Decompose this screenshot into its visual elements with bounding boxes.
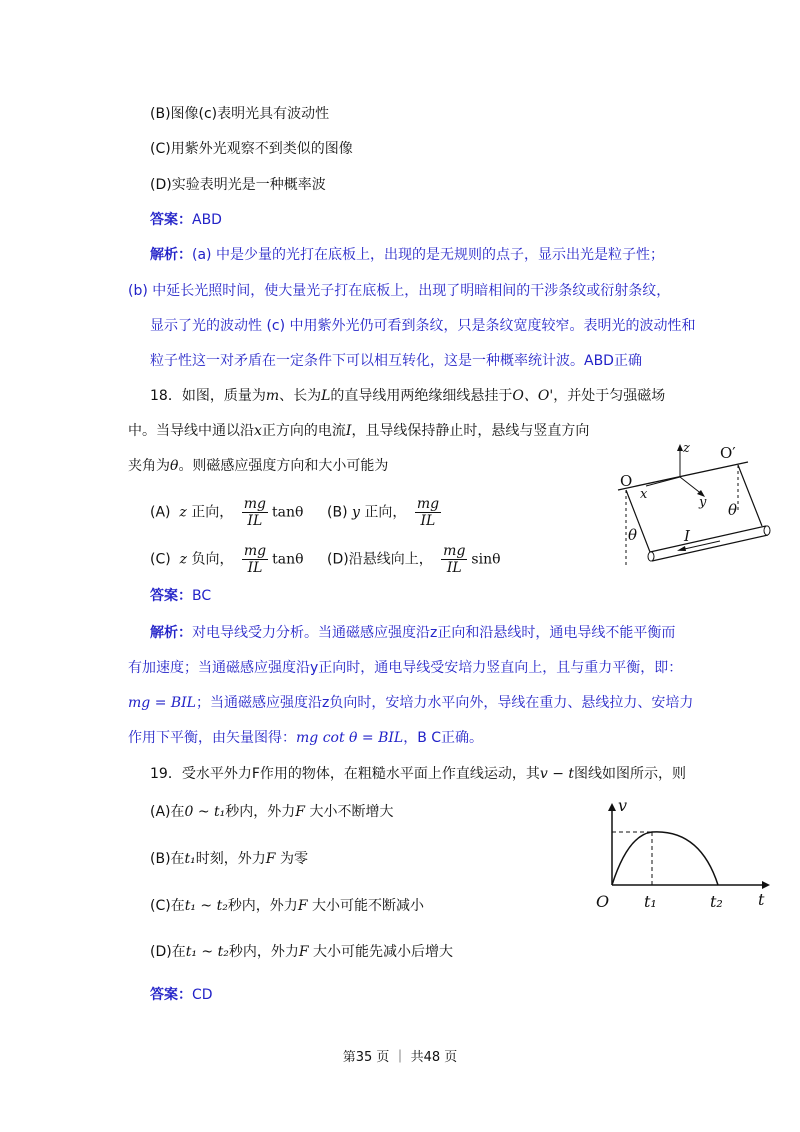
q18-option-b [327,496,445,529]
q18-answer [150,586,211,606]
option-label: (C) [150,551,171,568]
option-text: (D)在 [150,944,186,960]
var-F: F [297,898,308,914]
time-range: 0 ~ t₁ [184,804,226,820]
var-theta: θ [170,458,179,474]
var-z: z [179,551,187,568]
support-line [618,462,748,490]
q17-option-d: (D)实验表明光是一种概率波 [150,177,326,193]
v-axis-arrow [608,803,616,811]
var-y: y [351,504,360,521]
q19-stem-text: 19．受水平外力F作用的物体，在粗糙水平面上作直线运动，其 [150,766,540,782]
q17-analysis-line-3: 显示了光的波动性 (c) 中用紫外光仍可看到条纹，只是条纹宽度较窄。表明光的波动性和 [150,318,696,334]
analysis-label: 解析： [150,247,192,263]
q18-stem-text: 正方向的电流 [261,423,346,439]
var-m: m [265,388,280,404]
answer-value: CD [192,987,213,1003]
answer-label: 答案： [150,588,192,604]
option-text: (C)在 [150,898,185,914]
q18-stem-line-3 [128,456,388,476]
analysis-text: ，B C正确。 [403,730,484,746]
x-axis [646,477,680,486]
q18-option-a [150,496,303,529]
analysis-text: 对电导线受力分析。当通磁感应强度沿z正向和沿悬线时，通电导线不能平衡而 [192,625,676,641]
q18-stem-line-1 [150,386,665,406]
option-text: (A)在 [150,804,185,820]
fraction-denominator: IL [247,560,263,576]
label-t1: t₁ [644,892,657,911]
var-points: O、O' [512,388,554,404]
q18-analysis-line-3 [128,693,693,713]
option-direction: 正向， [364,504,407,521]
q19-stem-text: 图线如图所示，则 [574,766,687,782]
equation: mg = BIL [128,695,196,711]
label-v: v [618,796,628,815]
q18-stem-text: 、长为 [279,388,322,404]
label-O-prime: O′ [720,444,736,462]
fraction [242,496,268,529]
q17-analysis-line-1 [150,245,664,265]
current-arrowhead [677,546,686,551]
label-x: x [640,487,648,502]
rod-end-right [764,526,770,535]
option-label: (A) [150,504,171,521]
var-F: F [295,804,306,820]
option-text: 秒内，外力 [225,804,296,820]
q18-stem-text: 中。当导线中通以沿 [128,423,254,439]
analysis-label: 解析： [150,625,192,641]
time-range: t₁ ~ t₂ [185,944,229,960]
right-thread [738,465,762,526]
time-point: t₁ [184,851,196,867]
option-text: 大小可能先减小后增大 [313,944,453,960]
label-O: O [620,472,633,490]
q18-stem-text: 夹角为 [128,458,170,474]
t-axis-arrow [762,881,770,889]
q18-stem-text: ，并处于匀强磁场 [553,388,666,404]
fraction-denominator: IL [247,513,263,529]
var-z: z [179,504,187,521]
equation: mg cot θ = BIL [296,730,404,746]
q18-option-d [327,543,501,576]
option-text: 大小不断增大 [309,804,394,820]
q19-answer [150,985,213,1005]
q18-stem-text: ，且导线保持静止时，悬线与竖直方向 [351,423,590,439]
time-range: t₁ ~ t₂ [184,898,228,914]
option-label: (B) [327,504,348,521]
q18-stem-text: 的直导线用两绝缘细线悬挂于 [330,388,513,404]
tan-theta: tanθ [271,504,304,521]
label-z: z [683,441,690,456]
q19-stem [150,764,686,784]
q17-answer [150,210,222,230]
q18-analysis-line-2: 有加速度；当通磁感应强度沿y正向时，通电导线受安培力竖直向上，且与重力平衡，即： [128,660,683,676]
label-theta-left: θ [628,526,638,544]
label-O: O [596,892,610,911]
q18-stem-line-2 [128,421,589,441]
q17-option-b: (B)图像(c)表明光具有波动性 [150,106,330,122]
q19-option-b [150,849,308,869]
fraction-numerator: mg [416,496,440,512]
answer-label: 答案： [150,987,192,1003]
q19-option-d [150,942,453,962]
q18-option-c [150,543,304,576]
fraction-denominator: IL [420,513,436,529]
fraction [441,543,467,576]
var-v-t: v − t [539,766,575,782]
analysis-text: (a) 中是少量的光打在底板上，出现的是无规则的点子，显示出光是粒子性； [192,247,664,263]
option-text: 大小可能不断减小 [311,898,424,914]
label-y: y [699,495,707,510]
label-t: t [758,890,765,909]
q17-analysis-line-4: 粒子性这一对矛盾在一定条件下可以相互转化，这是一种概率统计波。ABD正确 [150,353,642,369]
var-x: x [254,423,262,439]
option-direction: 负向， [191,551,234,568]
label-t2: t₂ [710,892,723,911]
option-text: 时刻，外力 [195,851,266,867]
var-F: F [298,944,309,960]
q17-option-c: (C)用紫外光观察不到类似的图像 [150,141,353,157]
label-I: I [684,527,690,545]
answer-value: BC [192,588,212,604]
answer-value: ABD [192,212,222,228]
option-text: 为零 [279,851,308,867]
fraction-numerator: mg [243,543,267,559]
q18-stem-text: 18．如图，质量为 [150,388,266,404]
option-text: 秒内，外力 [227,898,298,914]
var-I: I [345,423,352,439]
fraction-numerator: mg [443,543,466,559]
velocity-curve [612,832,718,885]
sin-theta: sinθ [471,551,501,568]
fraction [242,543,268,576]
var-F: F [265,851,276,867]
q18-analysis-line-4 [128,728,483,748]
tan-theta: tanθ [272,551,304,568]
label-theta-right: θ [728,501,738,519]
q18-wire-figure [600,440,780,570]
q17-analysis-line-2: (b) 中延长光照时间，使大量光子打在底板上，出现了明暗相间的干涉条纹或衍射条纹， [128,283,671,299]
q18-stem-text: 。则磁感应强度方向和大小可能为 [178,458,389,474]
page-footer: 第35 页 ｜ 共48 页 [342,1050,458,1065]
option-direction: 正向， [191,504,234,521]
rod-end-left [648,552,654,561]
fraction [415,496,441,529]
q19-vt-graph [590,795,775,915]
q18-analysis-line-1 [150,623,675,643]
option-text: (B)在 [150,851,185,867]
analysis-text: 作用下平衡，由矢量图得： [128,730,296,746]
fraction-numerator: mg [243,496,266,512]
q19-option-c [150,896,424,916]
option-direction: 沿悬线向上， [348,551,433,568]
q19-option-a [150,802,393,822]
answer-label: 答案： [150,212,192,228]
option-text: 秒内，外力 [228,944,299,960]
option-label: (D) [327,551,349,568]
analysis-text: ；当通磁感应强度沿z负向时，安培力水平向外，导线在重力、悬线拉力、安培力 [195,695,694,711]
var-L: L [321,388,331,404]
fraction-denominator: IL [446,560,462,576]
